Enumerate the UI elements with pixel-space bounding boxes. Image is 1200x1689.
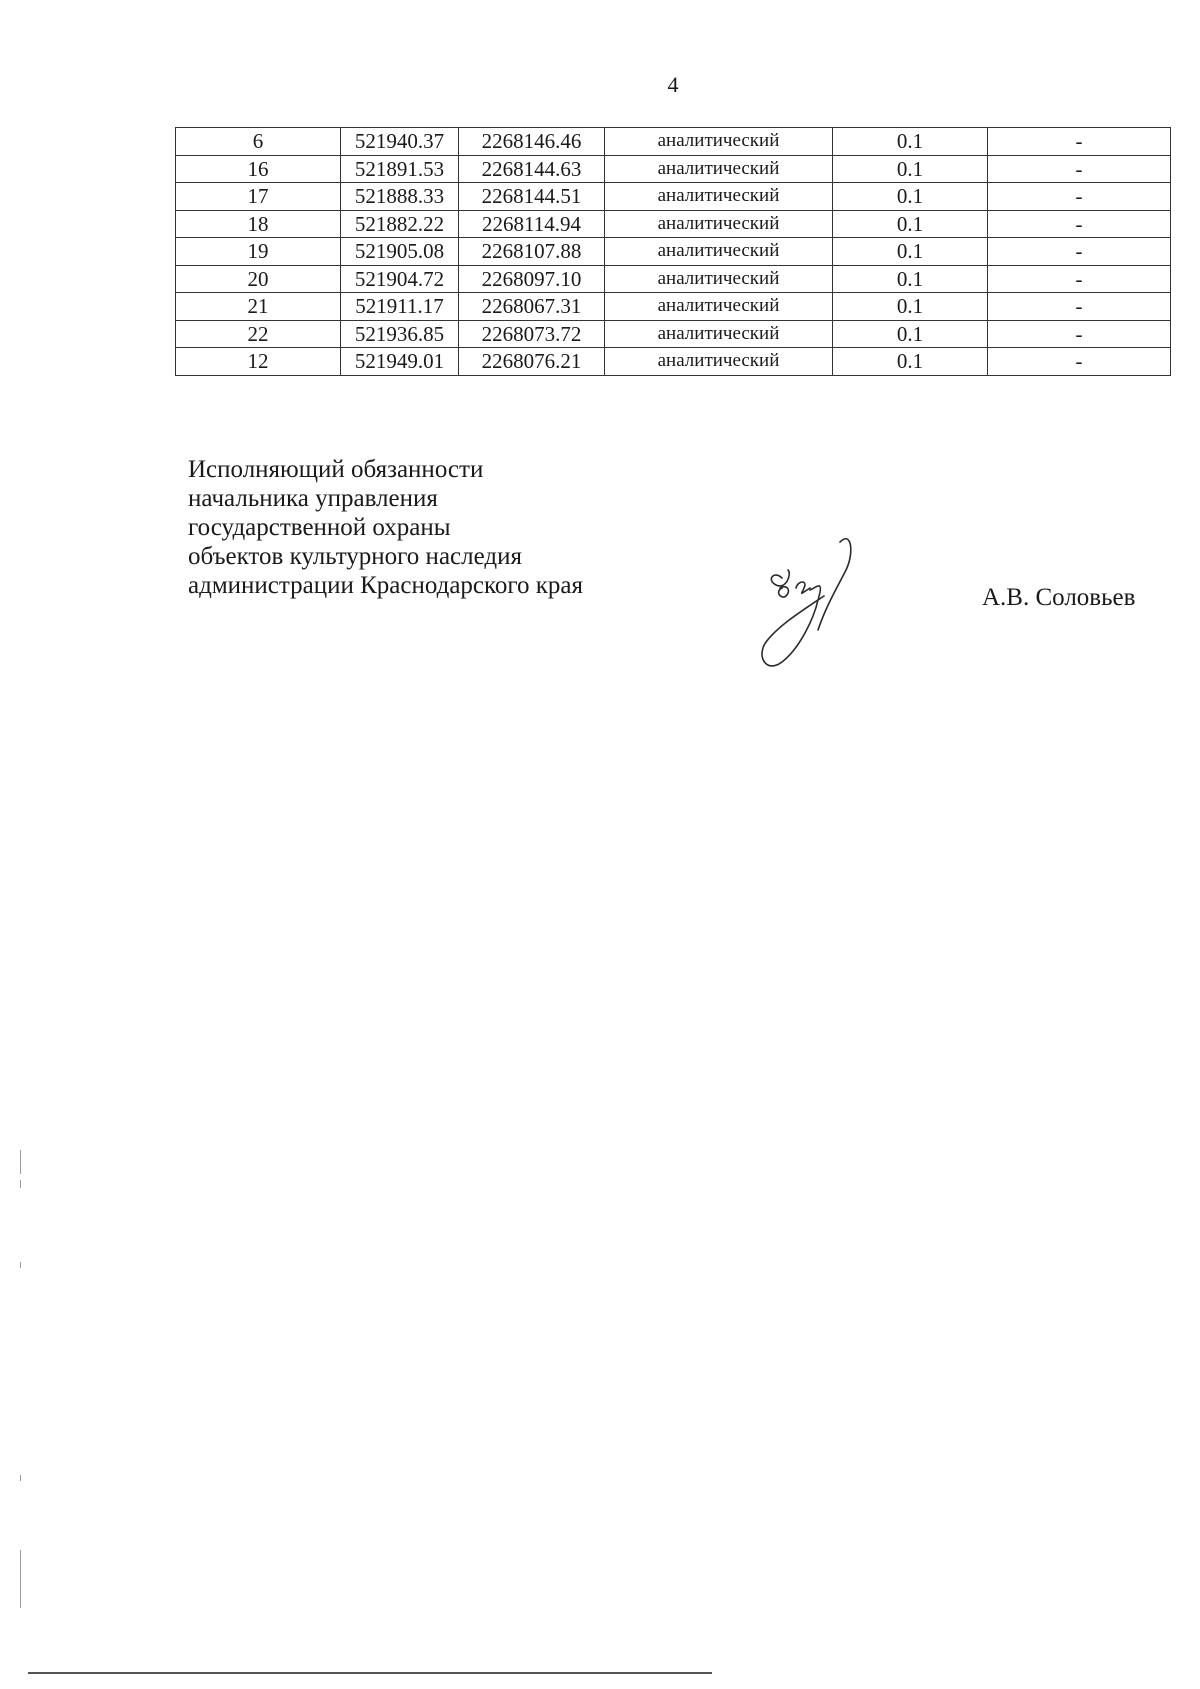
cell-note: - [988, 210, 1171, 238]
table-row [176, 238, 1171, 266]
cell-accuracy: 0.1 [833, 128, 988, 156]
table-row [176, 265, 1171, 293]
position-line: Исполняющий обязанности [188, 456, 484, 483]
cell-note: - [988, 155, 1171, 183]
cell-accuracy: 0.1 [833, 183, 988, 211]
cell-point: 6 [176, 128, 341, 156]
cell-point: 16 [176, 155, 341, 183]
cell-y: 2268097.10 [459, 265, 605, 293]
cell-x: 521949.01 [341, 348, 459, 376]
cell-accuracy: 0.1 [833, 210, 988, 238]
signatory-position [188, 455, 583, 600]
scan-bottom-line [28, 1672, 712, 1674]
cell-note: - [988, 293, 1171, 321]
cell-accuracy: 0.1 [833, 348, 988, 376]
cell-point: 19 [176, 238, 341, 266]
cell-note: - [988, 238, 1171, 266]
cell-method: аналитический [605, 348, 833, 376]
cell-point: 20 [176, 265, 341, 293]
cell-note: - [988, 348, 1171, 376]
cell-x: 521905.08 [341, 238, 459, 266]
cell-note: - [988, 183, 1171, 211]
cell-method: аналитический [605, 238, 833, 266]
cell-y: 2268144.63 [459, 155, 605, 183]
scan-edge-mark [20, 1180, 21, 1188]
cell-accuracy: 0.1 [833, 293, 988, 321]
scan-edge-mark [20, 1550, 21, 1608]
cell-x: 521940.37 [341, 128, 459, 156]
cell-accuracy: 0.1 [833, 155, 988, 183]
cell-method: аналитический [605, 320, 833, 348]
position-line: администрации Краснодарского края [188, 572, 584, 599]
cell-y: 2268076.21 [459, 348, 605, 376]
cell-note: - [988, 320, 1171, 348]
scan-edge-mark [20, 1150, 21, 1174]
position-line: государственной охраны [188, 514, 451, 541]
cell-method: аналитический [605, 128, 833, 156]
cell-y: 2268073.72 [459, 320, 605, 348]
signer-name: А.В. Соловьев [982, 584, 1136, 611]
table-row [176, 128, 1171, 156]
cell-accuracy: 0.1 [833, 320, 988, 348]
page-number: 4 [667, 72, 679, 97]
position-line: объектов культурного наследия [188, 543, 522, 570]
cell-point: 12 [176, 348, 341, 376]
cell-note: - [988, 128, 1171, 156]
table-row [176, 320, 1171, 348]
cell-y: 2268114.94 [459, 210, 605, 238]
cell-x: 521891.53 [341, 155, 459, 183]
cell-x: 521904.72 [341, 265, 459, 293]
cell-x: 521936.85 [341, 320, 459, 348]
scan-edge-mark [20, 1262, 21, 1268]
table-row [176, 183, 1171, 211]
cell-method: аналитический [605, 210, 833, 238]
cell-x: 521911.17 [341, 293, 459, 321]
table-row [176, 210, 1171, 238]
cell-method: аналитический [605, 293, 833, 321]
table-row [176, 293, 1171, 321]
scan-edge-mark [20, 1475, 21, 1481]
table-row [176, 348, 1171, 376]
cell-y: 2268067.31 [459, 293, 605, 321]
cell-point: 18 [176, 210, 341, 238]
cell-y: 2268146.46 [459, 128, 605, 156]
cell-point: 21 [176, 293, 341, 321]
position-line: начальника управления [188, 485, 438, 512]
cell-method: аналитический [605, 155, 833, 183]
cell-accuracy: 0.1 [833, 238, 988, 266]
cell-point: 17 [176, 183, 341, 211]
cell-accuracy: 0.1 [833, 265, 988, 293]
cell-x: 521882.22 [341, 210, 459, 238]
cell-note: - [988, 265, 1171, 293]
cell-method: аналитический [605, 265, 833, 293]
table-row [176, 155, 1171, 183]
coordinates-table [175, 127, 1171, 376]
cell-y: 2268107.88 [459, 238, 605, 266]
cell-point: 22 [176, 320, 341, 348]
cell-method: аналитический [605, 183, 833, 211]
cell-x: 521888.33 [341, 183, 459, 211]
cell-y: 2268144.51 [459, 183, 605, 211]
handwritten-signature [752, 530, 882, 680]
